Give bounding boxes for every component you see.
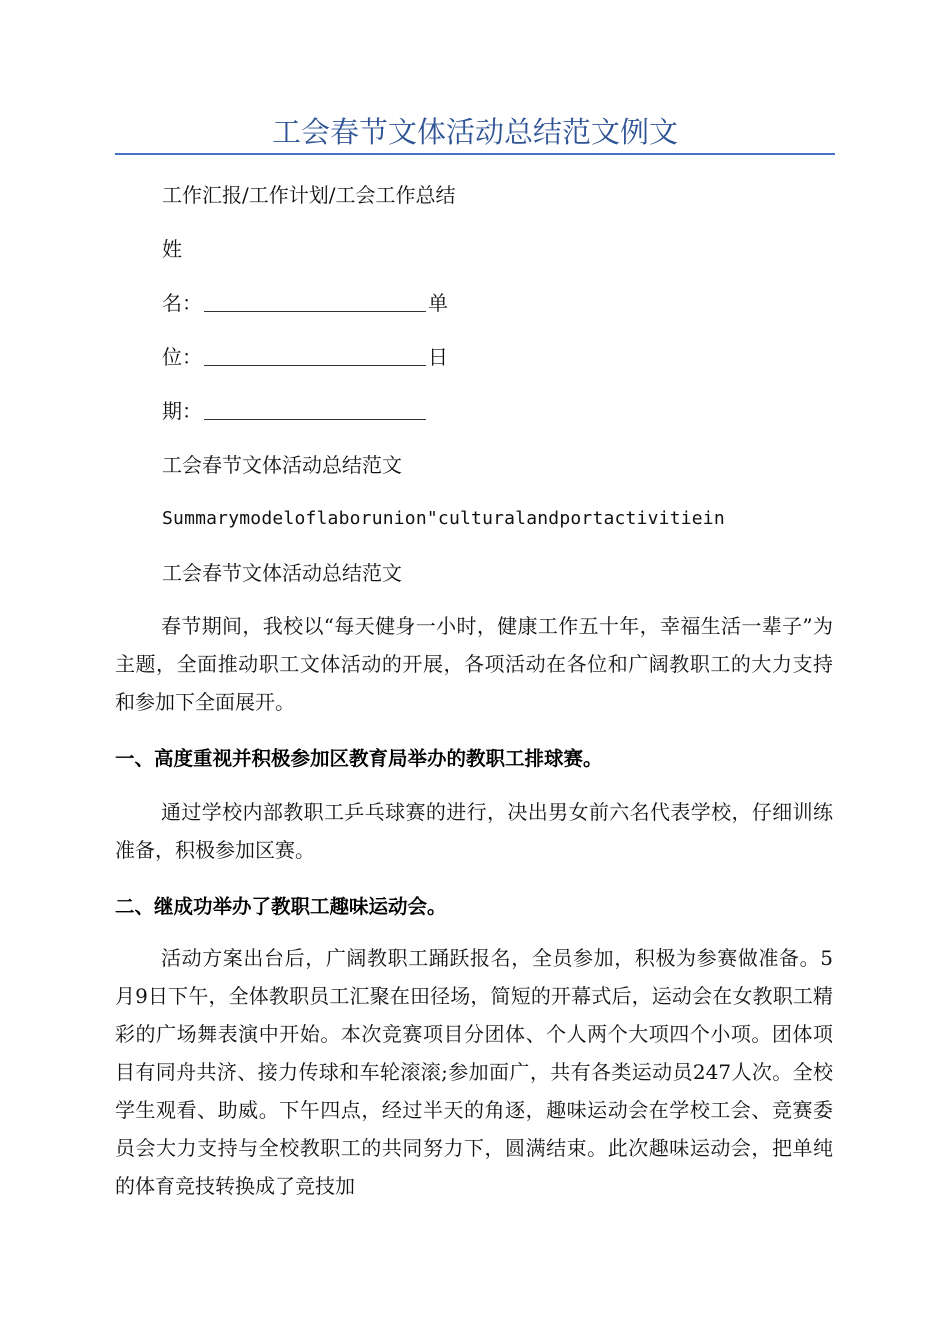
section-2-heading: 二、继成功举办了教职工趣味运动会。 — [115, 895, 447, 918]
intro-paragraph: 春节期间，我校以“每天健身一小时，健康工作五十年，幸福生活一辈子”为主题，全面推动职工文体活动的开展，各项活动在各位和广阔教职工的大力支持和参加下全面展开。 — [115, 614, 833, 714]
name-field-row — [162, 289, 448, 317]
name-label-part1: 姓 — [162, 237, 182, 261]
date-label-part2: 期： — [162, 399, 202, 423]
name-label-part2: 名： — [162, 291, 202, 315]
section-2-paragraph: 活动方案出台后，广阔教职工踊跃报名，全员参加，积极为参赛做准备。5月9日下午，全体教职员工汇聚在田径场，简短的开幕式后，运动会在女教职工精彩的广场舞表演中开始。本次竞赛项目分团体、个人两个大项四个小项。团体项目有同舟共济、接力传球和车轮滚滚;参加面广，共有各类运动员247人次。全校学生观看、助威。下午四点，经过半天的角逐，趣味运动会在学校工会、竞赛委员会大力支持与全校教职工的共同努力下，圆满结束。此次趣味运动会，把单纯的体育竞技转换成了竞技加 — [115, 946, 833, 1198]
section-1-paragraph: 通过学校内部教职工乒乓球赛的进行，决出男女前六名代表学校，仔细训练准备，积极参加区赛。 — [115, 800, 833, 862]
unit-field-row — [162, 343, 448, 371]
unit-label-part2: 位： — [162, 345, 202, 369]
document-subtitle: 工会春节文体活动总结范文 — [162, 453, 402, 477]
name-blank — [204, 293, 426, 312]
unit-blank — [204, 347, 426, 366]
title-underline — [115, 153, 835, 155]
date-blank — [204, 401, 426, 420]
section-1-heading: 一、高度重视并积极参加区教育局举办的教职工排球赛。 — [115, 747, 603, 770]
date-field-row — [162, 397, 428, 425]
unit-label-part1: 单 — [428, 291, 448, 315]
document-subtitle-repeat: 工会春节文体活动总结范文 — [162, 561, 402, 585]
document-title: 工会春节文体活动总结范文例文 — [271, 115, 678, 149]
english-title-line: Summarymodeloflaborunion"culturalandportactivitiein — [162, 508, 725, 529]
category-line: 工作汇报/工作计划/工会工作总结 — [162, 183, 456, 207]
date-label-part1: 日 — [428, 345, 448, 369]
